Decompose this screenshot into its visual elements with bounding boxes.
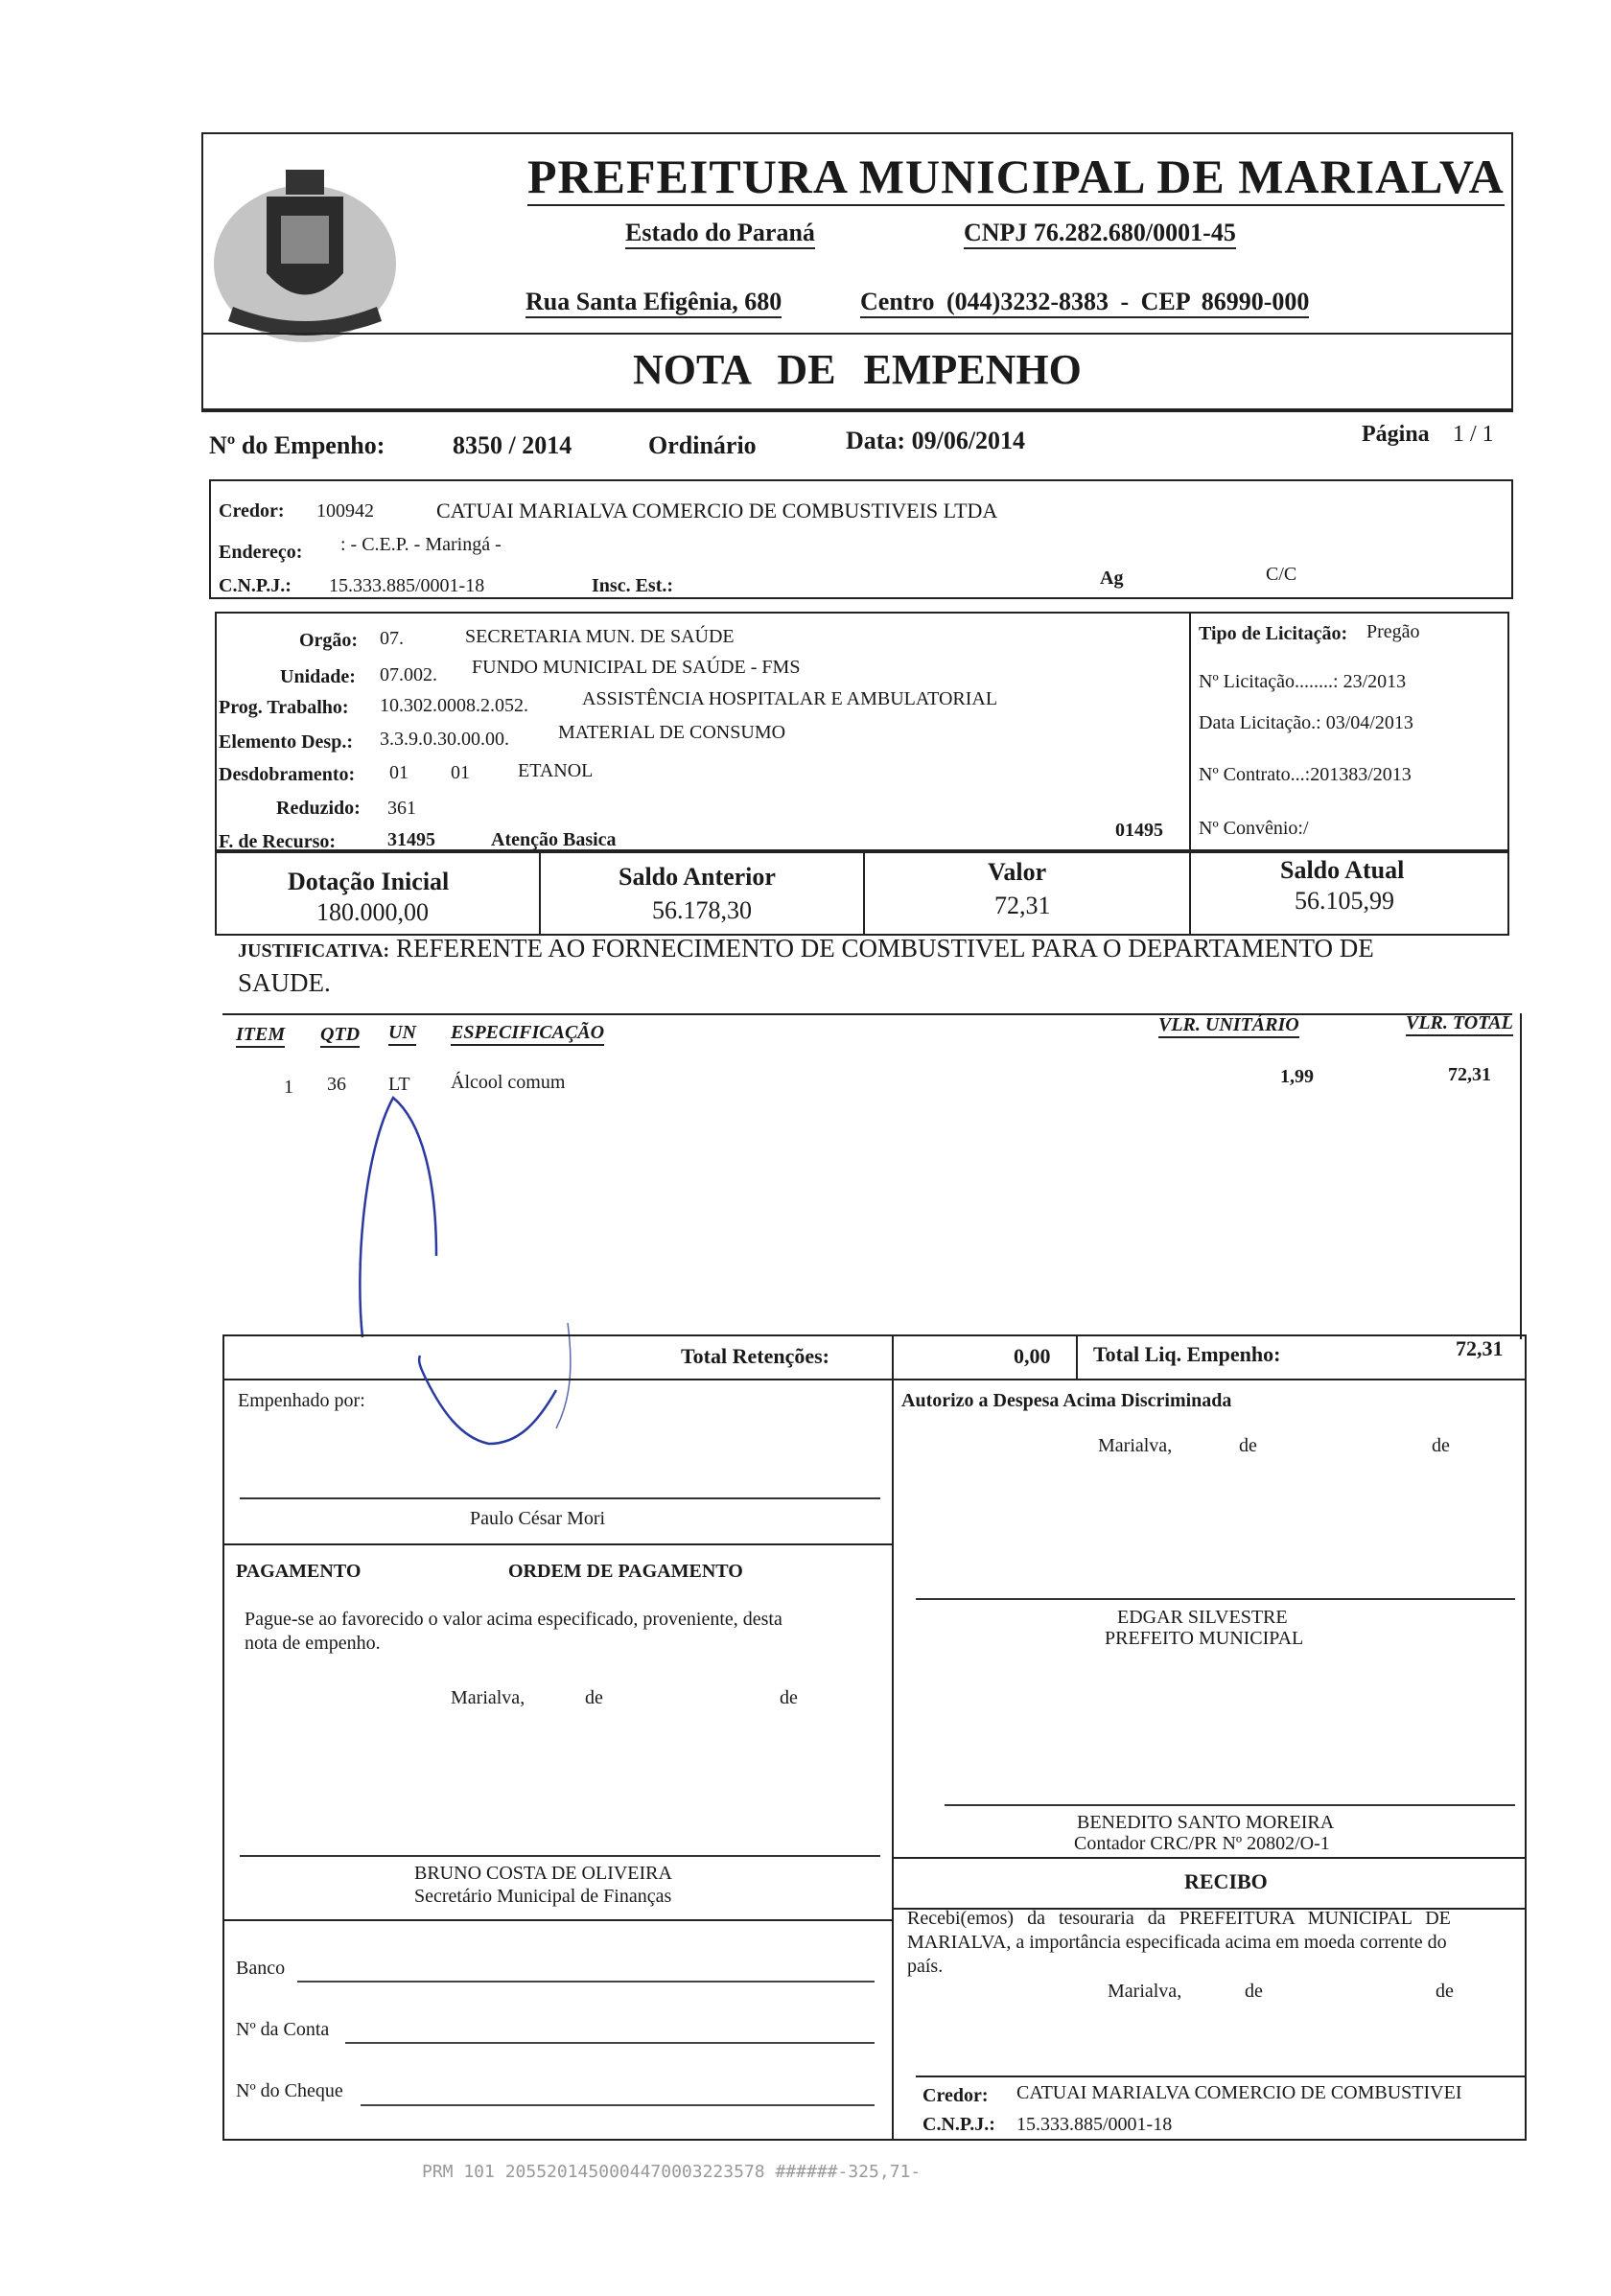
footer-barcode-text: PRM 101 2055201450004470003223578 ######-325,71- [422, 2162, 922, 2182]
recurso-name: Atenção Basica [491, 829, 617, 850]
autorizo-name: EDGAR SILVESTRE [1117, 1607, 1288, 1628]
col-vlr-total: VLR. TOTAL [1406, 1012, 1513, 1036]
prefeitura-title: PREFEITURA MUNICIPAL DE MARIALVA [527, 149, 1505, 206]
convenio-number: Nº Convênio:/ [1199, 818, 1309, 839]
total-retencoes-label: Total Retenções: [681, 1344, 829, 1368]
contador-name: BENEDITO SANTO MOREIRA [1077, 1812, 1335, 1833]
divider [201, 333, 1513, 335]
item-qtd: 36 [327, 1074, 346, 1095]
prog-trabalho-code: 10.302.0008.2.052. [380, 695, 528, 716]
recibo-cnpj: 15.333.885/0001-18 [1016, 2114, 1173, 2135]
signature [412, 1352, 566, 1467]
recibo-de1: de [1245, 1981, 1263, 2002]
dotacao-inicial-value: 180.000,00 [316, 898, 429, 926]
banco-field[interactable] [297, 1979, 875, 1983]
empenhado-sig-line [240, 1497, 880, 1499]
total-liquido-label: Total Liq. Empenho: [1093, 1342, 1281, 1366]
cc-label: C/C [1266, 564, 1297, 585]
ordem-pagamento-label: ORDEM DE PAGAMENTO [508, 1561, 743, 1582]
recurso-right: 01495 [1115, 820, 1163, 841]
autorizo-de1: de [1239, 1435, 1257, 1456]
unidade-name: FUNDO MUNICIPAL DE SAÚDE - FMS [472, 657, 801, 678]
desdobramento-name: ETANOL [518, 760, 594, 781]
total-liquido-value: 72,31 [1456, 1336, 1504, 1360]
cheque-field[interactable] [361, 2102, 875, 2106]
pagamento-label: PAGAMENTO [236, 1561, 362, 1582]
contador-sig-line [945, 1804, 1515, 1806]
divider [1076, 1334, 1078, 1380]
conta-field[interactable] [345, 2040, 875, 2044]
unidade-label: Unidade: [280, 666, 356, 687]
tipo-licitacao-label: Tipo de Licitação: [1199, 623, 1348, 644]
licitacao-number: Nº Licitação........: 23/2013 [1199, 671, 1407, 692]
pagamento-text-1: Pague-se ao favorecido o valor acima especificado, proveniente, desta [245, 1609, 782, 1630]
orgao-code: 07. [380, 628, 404, 649]
divider [222, 1919, 892, 1921]
desdobramento-label: Desdobramento: [219, 764, 356, 785]
pagamento-text-2: nota de empenho. [245, 1633, 381, 1654]
state-label: Estado do Paraná [625, 219, 815, 249]
empenhado-por-label: Empenhado por: [238, 1390, 365, 1411]
cheque-label: Nº do Cheque [236, 2080, 343, 2101]
item-vlr-unitario: 1,99 [1280, 1066, 1314, 1087]
empenho-date: Data: 09/06/2014 [846, 427, 1026, 454]
pagamento-city: Marialva, [451, 1687, 525, 1708]
reduzido-value: 361 [387, 798, 416, 819]
autorizo-de2: de [1432, 1435, 1450, 1456]
saldo-anterior-label: Saldo Anterior [619, 863, 776, 891]
recibo-text-3: país. [907, 1956, 944, 1977]
justificativa-line1: REFERENTE AO FORNECIMENTO DE COMBUSTIVEL PARA O DEPARTAMENTO DE [395, 934, 1374, 962]
prog-trabalho-label: Prog. Trabalho: [219, 697, 349, 718]
credor-code: 100942 [316, 500, 374, 522]
page-label: Página [1362, 422, 1430, 447]
insc-est-label: Insc. Est.: [592, 575, 674, 596]
divider [539, 851, 541, 936]
unidade-code: 07.002. [380, 664, 437, 685]
recibo-cnpj-label: C.N.P.J.: [922, 2114, 995, 2135]
recurso-label: F. de Recurso: [219, 831, 337, 852]
divider [1520, 1013, 1522, 1339]
conta-label: Nº da Conta [236, 2019, 330, 2040]
divider [916, 2076, 1527, 2077]
recibo-credor: CATUAI MARIALVA COMERCIO DE COMBUSTIVEI [1016, 2082, 1462, 2103]
divider [222, 1543, 892, 1545]
contrato-number: Nº Contrato...:201383/2013 [1199, 764, 1412, 785]
orgao-label: Orgão: [299, 630, 359, 651]
empenhado-name: Paulo César Mori [470, 1508, 606, 1529]
elemento-code: 3.3.9.0.30.00.00. [380, 729, 509, 750]
licitacao-date: Data Licitação.: 03/04/2013 [1199, 712, 1413, 733]
divider [1189, 612, 1191, 851]
autorizo-sig-line [916, 1598, 1515, 1600]
orgao-name: SECRETARIA MUN. DE SAÚDE [465, 626, 735, 647]
pagamento-de2: de [780, 1687, 798, 1708]
credor-name: CATUAI MARIALVA COMERCIO DE COMBUSTIVEIS LTDA [436, 499, 998, 522]
contador-role: Contador CRC/PR Nº 20802/O-1 [1074, 1833, 1330, 1854]
endereco-value: : - C.E.P. - Maringá - [340, 534, 502, 555]
divider [222, 1013, 1512, 1015]
pagamento-sig-name: BRUNO COSTA DE OLIVEIRA [414, 1863, 672, 1884]
desdobramento-b: 01 [451, 762, 470, 783]
col-item: ITEM [236, 1024, 285, 1048]
divider [892, 1334, 894, 1380]
col-vlr-unitario: VLR. UNITÁRIO [1158, 1014, 1299, 1038]
divider [1189, 851, 1191, 936]
item-vlr-total: 72,31 [1448, 1064, 1491, 1085]
recibo-city: Marialva, [1108, 1981, 1182, 2002]
item-un: LT [388, 1074, 410, 1095]
col-un: UN [388, 1022, 416, 1046]
total-retencoes-value: 0,00 [1014, 1344, 1051, 1368]
header-street: Rua Santa Efigênia, 680 [525, 288, 782, 318]
desdobramento-a: 01 [389, 762, 409, 783]
empenho-label: Nº do Empenho: [209, 431, 385, 459]
saldo-atual-value: 56.105,99 [1295, 887, 1394, 915]
justificativa [238, 933, 1504, 999]
autorizo-label: Autorizo a Despesa Acima Discriminada [901, 1390, 1232, 1411]
prog-trabalho-name: ASSISTÊNCIA HOSPITALAR E AMBULATORIAL [582, 688, 998, 709]
pagamento-sig-line [240, 1855, 880, 1857]
valor-label: Valor [988, 858, 1047, 886]
justificativa-label: JUSTIFICATIVA: [238, 940, 390, 962]
coat-of-arms-logo [209, 158, 401, 350]
credor-cnpj-label: C.N.P.J.: [219, 575, 292, 596]
reduzido-label: Reduzido: [276, 798, 361, 819]
saldo-anterior-value: 56.178,30 [652, 896, 752, 924]
recibo-credor-label: Credor: [922, 2085, 989, 2106]
col-qtd: QTD [320, 1024, 360, 1048]
elemento-label: Elemento Desp.: [219, 731, 353, 753]
pagamento-sig-role: Secretário Municipal de Finanças [414, 1886, 672, 1907]
col-especificacao: ESPECIFICAÇÃO [451, 1022, 604, 1046]
pagamento-de1: de [585, 1687, 603, 1708]
autorizo-city: Marialva, [1098, 1435, 1173, 1456]
ag-label: Ag [1100, 568, 1124, 589]
header-cnpj: CNPJ 76.282.680/0001-45 [964, 219, 1236, 249]
elemento-name: MATERIAL DE CONSUMO [558, 722, 786, 743]
page-number: 1 / 1 [1453, 422, 1494, 447]
recurso-code: 31495 [387, 829, 435, 850]
banco-label: Banco [236, 1958, 286, 1979]
recibo-text-2: MARIALVA, a importância especificada acima em moeda corrente do [907, 1932, 1447, 1953]
item-especificacao: Álcool comum [451, 1072, 566, 1093]
header-address: Centro (044)3232-8383 - CEP 86990-000 [860, 288, 1309, 318]
justificativa-line2: SAUDE. [238, 968, 331, 997]
recibo-text-1: Recebi(emos) da tesouraria da PREFEITURA MUNICIPAL DE [907, 1908, 1451, 1929]
recibo-label: RECIBO [1184, 1869, 1268, 1893]
dotacao-inicial-label: Dotação Inicial [288, 868, 450, 895]
credor-cnpj: 15.333.885/0001-18 [329, 575, 485, 596]
divider [863, 851, 865, 936]
valor-value: 72,31 [994, 892, 1051, 919]
saldo-atual-label: Saldo Atual [1280, 856, 1405, 884]
tipo-licitacao-value: Pregão [1366, 621, 1420, 642]
lower-box [222, 1379, 1527, 2141]
divider [892, 1857, 1527, 1859]
divider [892, 1379, 894, 2141]
autorizo-role: PREFEITO MUNICIPAL [1105, 1628, 1304, 1649]
recibo-de2: de [1436, 1981, 1454, 2002]
document-type-title: NOTA DE EMPENHO [633, 346, 1082, 393]
endereco-label: Endereço: [219, 542, 303, 563]
item-number: 1 [284, 1077, 293, 1098]
empenho-type: Ordinário [648, 431, 757, 459]
empenho-number: 8350 / 2014 [453, 431, 572, 459]
credor-label: Credor: [219, 500, 285, 522]
divider [201, 410, 1513, 412]
